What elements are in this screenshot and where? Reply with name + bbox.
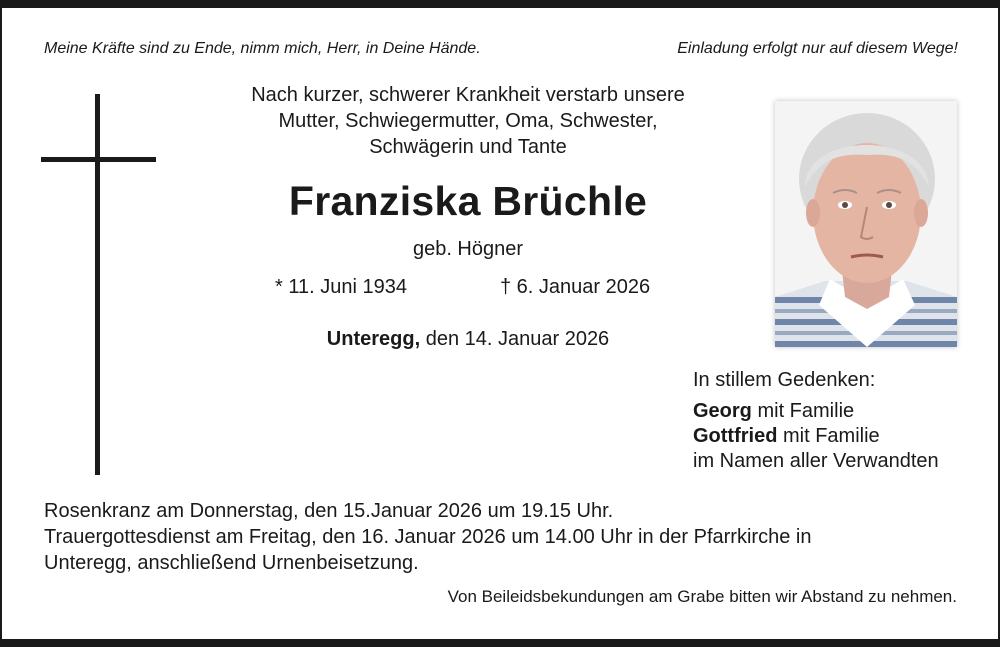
mourners-block [693,368,939,474]
mourner-suffix: mit Familie [777,425,880,447]
intro-line: Schwägerin und Tante [369,136,567,158]
portrait-photo [775,101,957,347]
service-line: Unteregg, anschließend Urnenbeisetzung. [44,552,419,574]
service-line: Trauergottesdienst am Freitag, den 16. Januar 2026 um 14.00 Uhr in der Pfarrkirche in [44,526,812,548]
mourner-name: Georg [693,400,752,422]
service-details [44,498,811,576]
service-line: Rosenkranz am Donnerstag, den 15.Januar 2026 um 19.15 Uhr. [44,500,614,522]
deceased-name: Franziska Brüchle [288,178,648,224]
mourner-suffix: mit Familie [751,400,855,422]
death-date: † 6. Januar 2026 [500,276,651,298]
cross-vertical-bar [95,94,100,475]
invitation-note: Einladung erfolgt nur auf diesem Wege! [677,40,958,57]
intro-line: Nach kurzer, schwerer Krankheit verstarb unsere [251,84,685,106]
birth-date: * 11. Juni 1934 [275,276,407,298]
mourner-name: Gottfried [693,425,778,447]
mourner-entry [693,399,939,424]
condolence-note: Von Beileidsbekundungen am Grabe bitten wir Abstand zu nehmen. [447,587,957,606]
date: den 14. Januar 2026 [420,328,610,350]
motto-quote: Meine Kräfte sind zu Ende, nimm mich, Herr, in Deine Hände. [44,40,481,57]
portrait-illustration [775,101,957,347]
maiden-name: geb. Högner [412,238,524,260]
place: Unteregg, [326,328,421,350]
place-and-date [218,328,718,351]
intro-line: Mutter, Schwiegermutter, Oma, Schwester, [278,110,658,132]
mourner-entry [693,424,939,449]
mourners-heading: In stillem Gedenken: [693,369,876,391]
cross-horizontal-bar [41,157,156,162]
mourners-closing: im Namen aller Verwandten [693,450,939,472]
intro-text [218,82,718,160]
